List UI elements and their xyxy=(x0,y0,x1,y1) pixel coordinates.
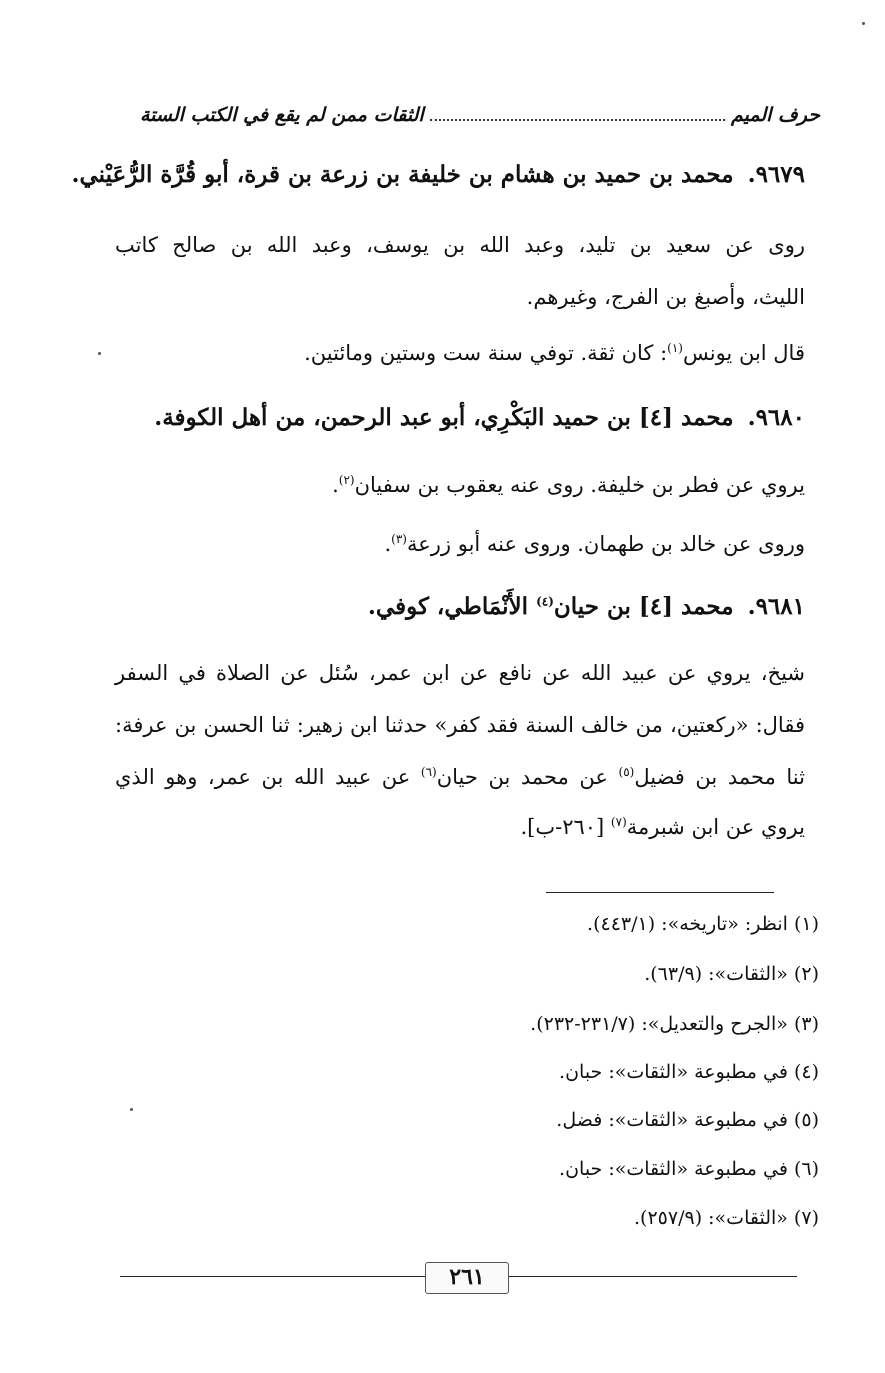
footnote: (٤) في مطبوعة «الثقات»: حبان. xyxy=(559,1061,819,1083)
bottom-rule-right xyxy=(507,1276,797,1277)
entry-heading-9681 xyxy=(368,592,805,622)
entry-heading-9679 xyxy=(71,160,805,190)
running-header-chapter: حرف الميم xyxy=(731,104,820,126)
footnote: (٥) في مطبوعة «الثقات»: فضل. xyxy=(556,1109,819,1131)
scan-speck xyxy=(130,1108,133,1111)
footnote-marker: (٤) xyxy=(536,594,554,609)
text-segment: وروى عن خالد بن طهمان. وروى عنه أبو زرعة xyxy=(406,532,805,556)
entry-title: محمد [٤] بن حميد البَكْرِي، أبو عبد الرحمن، من أهل الكوفة. xyxy=(154,404,734,431)
text-segment: يروي عن فطر بن خليفة. روى عنه يعقوب بن سفيان xyxy=(354,473,805,497)
footnote-marker: (٦) xyxy=(420,765,437,779)
running-header-book-title: الثقات ممن لم يقع في الكتب الستة xyxy=(140,104,424,126)
footnote-marker: (٢) xyxy=(338,473,355,487)
footnote-marker: (٧) xyxy=(610,815,627,829)
text-segment: ثنا محمد بن فضيل xyxy=(634,765,805,789)
page-number: ٢٦١ xyxy=(425,1262,509,1294)
entry-text-line: روى عن سعيد بن تليد، وعبد الله بن يوسف، وعبد الله بن صالح كاتب xyxy=(115,233,805,257)
footnote-marker: (٣) xyxy=(391,532,407,546)
text-segment: [٢٦٠-ب]. xyxy=(520,815,611,839)
running-header xyxy=(140,104,820,140)
entry-number: ٩٦٨٠. xyxy=(747,404,805,431)
entry-text-line: شيخ، يروي عن عبيد الله عن نافع عن ابن عمر، سُئل عن الصلاة في السفر xyxy=(115,661,805,685)
entry-number: ٩٦٧٩. xyxy=(747,161,805,188)
footnote: (٣) «الجرح والتعديل»: (٢٣١/٧-٢٣٢). xyxy=(530,1013,819,1035)
entry-title: الأَنْمَاطي، كوفي. xyxy=(367,593,537,620)
scan-speck xyxy=(862,22,865,25)
entry-text-line xyxy=(332,472,805,499)
text-segment: يروي عن ابن شبرمة xyxy=(626,815,805,839)
entry-title: محمد [٤] بن حيان xyxy=(553,593,734,620)
footnote-marker: (١) xyxy=(667,341,683,355)
bottom-rule-left xyxy=(120,1276,425,1277)
text-segment: عن محمد بن حيان xyxy=(436,765,619,789)
footnote-separator xyxy=(546,892,774,893)
text-segment: . xyxy=(332,473,339,497)
entry-text-line: فقال: «ركعتين، من خالف السنة فقد كفر» حدثنا ابن زهير: ثنا الحسن بن عرفة: xyxy=(115,713,805,737)
footnote: (١) انظر: «تاريخه»: (٤٤٣/١). xyxy=(587,913,819,935)
entry-number: ٩٦٨١. xyxy=(747,593,805,620)
text-segment: قال ابن يونس xyxy=(682,341,805,365)
footnote: (٧) «الثقات»: (٢٥٧/٩). xyxy=(634,1207,819,1229)
entry-title: محمد بن حميد بن هشام بن خليفة بن زرعة بن قرة، أبو قُرَّة الرُّعَيْني. xyxy=(71,161,734,188)
footnote: (٦) في مطبوعة «الثقات»: حبان. xyxy=(559,1158,819,1180)
footnote: (٢) «الثقات»: (٦٣/٩). xyxy=(644,963,819,985)
text-segment: : كان ثقة. توفي سنة ست وستين ومائتين. xyxy=(304,341,668,365)
entry-text-line xyxy=(304,340,805,367)
text-segment: . xyxy=(384,532,392,556)
entry-text-line xyxy=(384,531,805,558)
footnote-marker: (٥) xyxy=(618,765,635,779)
running-header-dots xyxy=(430,105,725,121)
entry-text-line: الليث، وأصبغ بن الفرج، وغيرهم. xyxy=(526,285,805,309)
entry-text-line xyxy=(520,814,805,841)
entry-text-line xyxy=(115,764,805,791)
scan-speck xyxy=(98,352,101,355)
entry-heading-9680 xyxy=(154,403,805,433)
text-segment: عن عبيد الله بن عمر، وهو الذي xyxy=(115,765,421,789)
